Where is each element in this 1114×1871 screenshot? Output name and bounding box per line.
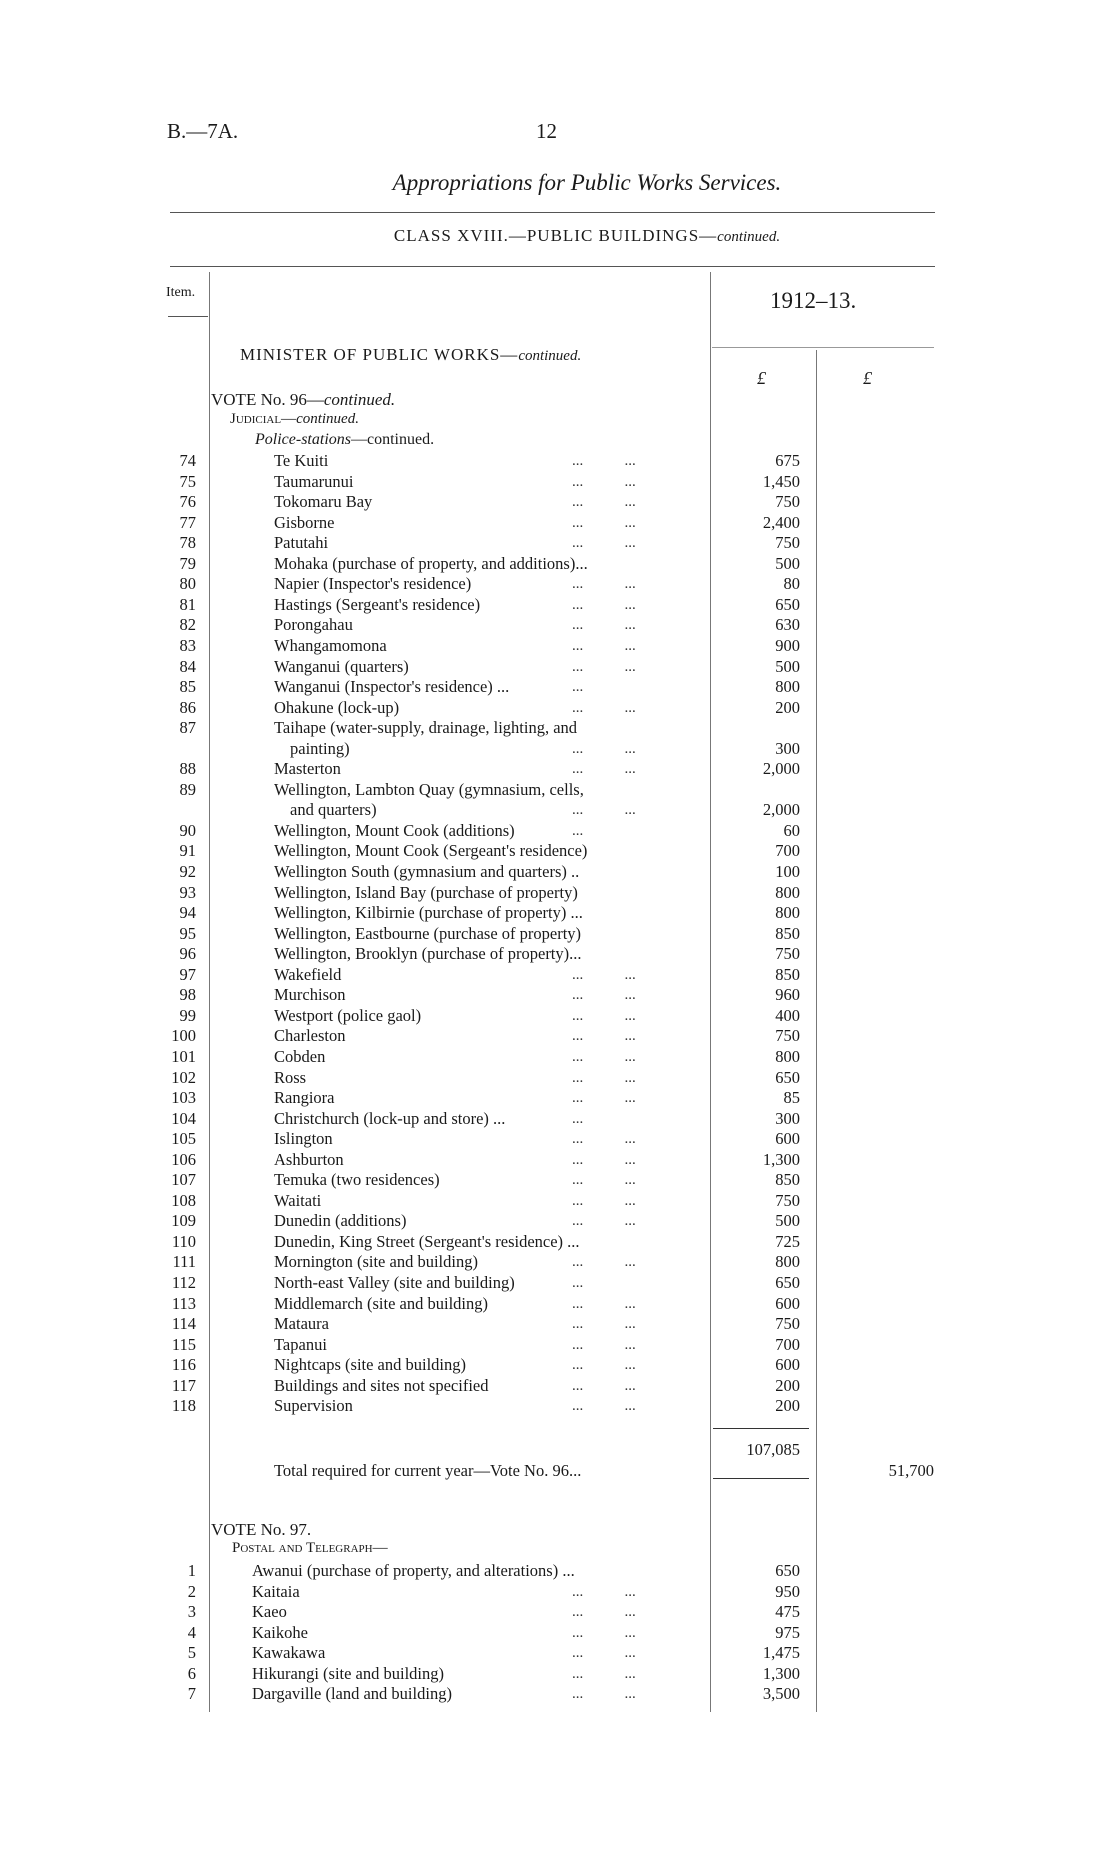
item-amount: 900 bbox=[775, 635, 800, 655]
item-number: 86 bbox=[179, 697, 196, 717]
table-row bbox=[0, 944, 1114, 965]
item-number: 83 bbox=[179, 635, 196, 655]
vote-97-heading: VOTE No. 97. bbox=[211, 1520, 312, 1539]
minister-heading-suffix: continued. bbox=[518, 348, 582, 364]
leader-dots: ... ... bbox=[572, 535, 636, 552]
item-amount: 85 bbox=[783, 1088, 800, 1108]
table-row bbox=[0, 1150, 1114, 1171]
item-number: 6 bbox=[187, 1663, 196, 1683]
leader-dots: ... ... bbox=[572, 658, 636, 675]
item-description: Ashburton bbox=[274, 1149, 344, 1169]
class-heading-text: CLASS XVIII.—PUBLIC BUILDINGS— bbox=[393, 226, 718, 245]
leader-dots: ... ... bbox=[572, 576, 636, 593]
item-amount: 300 bbox=[775, 1108, 800, 1128]
item-number: 118 bbox=[171, 1396, 196, 1416]
leader-dots: ... ... bbox=[572, 1028, 636, 1045]
item-description: Charleston bbox=[274, 1026, 346, 1046]
item-amount: 750 bbox=[775, 1314, 800, 1334]
item-amount: 850 bbox=[775, 923, 800, 943]
leader-dots: ... ... bbox=[572, 494, 636, 511]
vote-96-total-label: Total required for current year—Vote No. 96... bbox=[274, 1461, 582, 1480]
table-row bbox=[0, 1252, 1114, 1273]
item-description: North-east Valley (site and building) bbox=[274, 1273, 515, 1292]
item-description: Dunedin (additions) bbox=[274, 1211, 407, 1231]
item-amount: 800 bbox=[775, 677, 800, 697]
subsection-label: Police-stations bbox=[255, 431, 351, 448]
vote-96-heading bbox=[211, 390, 395, 410]
table-row bbox=[0, 1643, 1114, 1664]
item-number: 102 bbox=[171, 1067, 196, 1087]
item-number: 2 bbox=[187, 1581, 196, 1601]
table-row bbox=[0, 451, 1114, 472]
item-number: 105 bbox=[171, 1129, 196, 1149]
leader-dots: ... ... bbox=[572, 1213, 636, 1230]
minister-heading bbox=[240, 345, 581, 365]
item-description: Wellington, Brooklyn (purchase of property)... bbox=[274, 944, 582, 964]
item-number: 7 bbox=[187, 1684, 196, 1704]
item-number: 110 bbox=[171, 1231, 196, 1251]
item-description: Wellington, Mount Cook (additions) bbox=[274, 820, 515, 840]
leader-dots: ... ... bbox=[572, 802, 636, 819]
item-description: Ohakune (lock-up) bbox=[274, 697, 400, 717]
item-number: 116 bbox=[171, 1355, 196, 1375]
item-description: Middlemarch (site and building) bbox=[274, 1293, 488, 1313]
leader-dots: ... ... bbox=[572, 1357, 636, 1374]
item-number: 93 bbox=[179, 882, 196, 902]
item-description: Tapanui bbox=[274, 1334, 327, 1354]
table-row bbox=[0, 615, 1114, 636]
leader-dots: ... ... bbox=[572, 473, 636, 490]
leader-dots: ... ... bbox=[572, 1090, 636, 1107]
item-amount: 750 bbox=[775, 492, 800, 512]
item-amount: 850 bbox=[775, 1170, 800, 1190]
item-description: Wanganui (Inspector's residence) ... bbox=[274, 677, 510, 697]
item-number: 5 bbox=[187, 1643, 196, 1663]
leader-dots: ... ... bbox=[572, 966, 636, 983]
item-description: Wellington South (gymnasium and quarters) .. bbox=[274, 862, 580, 881]
item-description: Te Kuiti bbox=[274, 451, 329, 470]
item-number: 79 bbox=[179, 553, 196, 573]
table-row bbox=[0, 1047, 1114, 1068]
item-description: Westport (police gaol) bbox=[274, 1005, 422, 1025]
table-row bbox=[0, 1396, 1114, 1417]
item-description: Ross bbox=[274, 1067, 307, 1087]
leader-dots: ... bbox=[572, 1110, 584, 1127]
item-column-header: Item. bbox=[166, 285, 196, 300]
table-row bbox=[0, 1109, 1114, 1130]
item-amount: 600 bbox=[775, 1293, 800, 1313]
item-description: Rangiora bbox=[274, 1088, 335, 1108]
item-number: 82 bbox=[179, 615, 196, 635]
item-number: 78 bbox=[179, 533, 196, 553]
year-header-underline bbox=[712, 347, 934, 348]
item-amount: 700 bbox=[775, 841, 800, 861]
item-description: Hikurangi (site and building) bbox=[252, 1663, 445, 1683]
table-row bbox=[0, 862, 1114, 883]
leader-dots: ... ... bbox=[572, 740, 636, 757]
item-amount: 800 bbox=[775, 903, 800, 923]
item-number: 101 bbox=[171, 1046, 196, 1066]
item-number: 95 bbox=[179, 923, 196, 943]
table-row bbox=[0, 1129, 1114, 1150]
item-number: 88 bbox=[179, 759, 196, 779]
leader-dots: ... ... bbox=[572, 1316, 636, 1333]
leader-dots: ... ... bbox=[572, 1377, 636, 1394]
item-number: 111 bbox=[172, 1252, 196, 1272]
item-description: Temuka (two residences) bbox=[274, 1170, 440, 1190]
section-judicial bbox=[230, 411, 359, 428]
item-description: Buildings and sites not specified bbox=[274, 1375, 489, 1395]
table-row bbox=[0, 965, 1114, 986]
item-description: Dunedin, King Street (Sergeant's residence) ... bbox=[274, 1231, 580, 1251]
leader-dots: ... ... bbox=[572, 1583, 636, 1600]
table-row bbox=[0, 533, 1114, 554]
table-row bbox=[0, 1026, 1114, 1047]
item-amount: 200 bbox=[775, 1375, 800, 1395]
item-amount: 100 bbox=[775, 862, 800, 881]
subtotal-rule-bottom bbox=[713, 1478, 809, 1479]
leader-dots: ... bbox=[572, 822, 584, 839]
vote-96-total: 51,700 bbox=[888, 1461, 934, 1480]
item-amount: 300 bbox=[775, 738, 800, 758]
leader-dots: ... ... bbox=[572, 1686, 636, 1703]
table-row bbox=[0, 1355, 1114, 1376]
leader-dots: ... ... bbox=[572, 1624, 636, 1641]
item-number: 87 bbox=[179, 718, 196, 738]
table-row bbox=[0, 677, 1114, 698]
vote-96-subtotal: 107,085 bbox=[746, 1440, 800, 1459]
table-row bbox=[0, 1602, 1114, 1623]
document-reference: B.—7A. bbox=[167, 119, 239, 143]
item-description: Wellington, Island Bay (purchase of property) bbox=[274, 882, 578, 902]
leader-dots: ... ... bbox=[572, 1192, 636, 1209]
item-description: Wakefield bbox=[274, 964, 342, 984]
item-amount: 3,500 bbox=[762, 1684, 800, 1704]
table-row bbox=[0, 903, 1114, 924]
item-number: 4 bbox=[187, 1622, 196, 1642]
item-number: 3 bbox=[187, 1602, 196, 1622]
leader-dots: ... ... bbox=[572, 637, 636, 654]
table-row bbox=[0, 759, 1114, 780]
item-number: 100 bbox=[171, 1026, 196, 1046]
item-amount: 500 bbox=[775, 553, 800, 573]
item-description: Awanui (purchase of property, and alterations) ... bbox=[252, 1561, 575, 1580]
item-description: Kaeo bbox=[252, 1602, 287, 1622]
table-row bbox=[0, 1294, 1114, 1315]
item-description: Dargaville (land and building) bbox=[252, 1684, 452, 1704]
leader-dots: ... ... bbox=[572, 1665, 636, 1682]
table-row bbox=[0, 780, 1114, 801]
item-amount: 60 bbox=[783, 820, 800, 840]
item-description: Napier (Inspector's residence) bbox=[274, 574, 472, 594]
table-row bbox=[0, 1376, 1114, 1397]
table-row bbox=[0, 1211, 1114, 1232]
leader-dots: ... ... bbox=[572, 699, 636, 716]
minister-heading-text: MINISTER OF PUBLIC WORKS— bbox=[240, 345, 519, 364]
item-description: Patutahi bbox=[274, 533, 329, 553]
item-number: 80 bbox=[179, 574, 196, 594]
item-amount: 675 bbox=[775, 451, 800, 470]
item-description: Whangamomona bbox=[274, 635, 387, 655]
item-description: Murchison bbox=[274, 985, 346, 1005]
leader-dots: ... ... bbox=[572, 514, 636, 531]
table-row bbox=[0, 657, 1114, 678]
item-description: Mornington (site and building) bbox=[274, 1252, 478, 1272]
item-amount: 700 bbox=[775, 1334, 800, 1354]
item-number: 106 bbox=[171, 1149, 196, 1169]
leader-dots: ... ... bbox=[572, 453, 636, 469]
item-number: 74 bbox=[179, 451, 196, 470]
leader-dots: ... ... bbox=[572, 596, 636, 613]
leader-dots: ... ... bbox=[572, 1295, 636, 1312]
item-amount: 975 bbox=[775, 1622, 800, 1642]
item-amount: 630 bbox=[775, 615, 800, 635]
subsection-police-stations bbox=[255, 431, 434, 449]
item-amount: 725 bbox=[775, 1231, 800, 1251]
leader-dots: ... bbox=[572, 679, 584, 696]
item-description: painting) bbox=[290, 738, 350, 758]
table-row bbox=[0, 821, 1114, 842]
table-row bbox=[0, 1561, 1114, 1582]
item-number: 115 bbox=[171, 1334, 196, 1354]
leader-dots: ... bbox=[572, 1275, 584, 1291]
item-description: Porongahau bbox=[274, 615, 353, 635]
item-description: Islington bbox=[274, 1129, 333, 1149]
leader-dots: ... ... bbox=[572, 1069, 636, 1086]
currency-symbol-col1: £ bbox=[757, 368, 766, 388]
section-judicial-suffix: continued. bbox=[296, 411, 359, 427]
table-row bbox=[0, 472, 1114, 493]
class-heading bbox=[0, 226, 1114, 246]
item-description: Waitati bbox=[274, 1190, 322, 1210]
subsection-suffix: —continued. bbox=[350, 431, 435, 448]
table-row bbox=[0, 1170, 1114, 1191]
item-number: 81 bbox=[179, 594, 196, 614]
leader-dots: ... ... bbox=[572, 1254, 636, 1271]
leader-dots: ... ... bbox=[572, 1131, 636, 1148]
table-row bbox=[0, 1684, 1114, 1705]
table-row bbox=[0, 1582, 1114, 1603]
item-description: Wellington, Mount Cook (Sergeant's residence) bbox=[274, 841, 588, 861]
table-row bbox=[0, 1191, 1114, 1212]
item-number: 97 bbox=[179, 964, 196, 984]
table-row bbox=[0, 1335, 1114, 1356]
item-description: Wellington, Kilbirnie (purchase of property) ... bbox=[274, 903, 583, 923]
leader-dots: ... ... bbox=[572, 1645, 636, 1662]
item-description: Wellington, Lambton Quay (gymnasium, cells, bbox=[274, 779, 584, 799]
table-row bbox=[0, 1623, 1114, 1644]
item-description: Taumarunui bbox=[274, 471, 354, 491]
item-number: 94 bbox=[179, 903, 196, 923]
item-amount: 800 bbox=[775, 1252, 800, 1272]
item-description: Kaitaia bbox=[252, 1581, 300, 1601]
item-description: Masterton bbox=[274, 759, 341, 779]
item-amount: 750 bbox=[775, 944, 800, 964]
page-title: Appropriations for Public Works Services. bbox=[392, 170, 782, 195]
leader-dots: ... ... bbox=[572, 617, 636, 634]
item-amount: 850 bbox=[775, 964, 800, 984]
table-row bbox=[0, 492, 1114, 513]
item-amount: 600 bbox=[775, 1129, 800, 1149]
item-description: Mohaka (purchase of property, and additions)... bbox=[274, 553, 588, 573]
item-amount: 500 bbox=[775, 656, 800, 676]
currency-symbol-col2: £ bbox=[863, 368, 872, 388]
item-amount: 80 bbox=[783, 574, 800, 594]
table-row bbox=[0, 636, 1114, 657]
table-row bbox=[0, 1088, 1114, 1109]
class-heading-suffix: continued. bbox=[717, 229, 781, 245]
item-number: 113 bbox=[171, 1293, 196, 1313]
item-header-underline bbox=[168, 316, 208, 317]
item-number: 98 bbox=[179, 985, 196, 1005]
table-row bbox=[0, 595, 1114, 616]
item-amount: 200 bbox=[775, 1396, 800, 1416]
item-description: Gisborne bbox=[274, 512, 335, 532]
item-number: 91 bbox=[179, 841, 196, 861]
item-amount: 950 bbox=[775, 1581, 800, 1601]
item-description: and quarters) bbox=[290, 800, 377, 820]
leader-dots: ... ... bbox=[572, 761, 636, 778]
item-description: Mataura bbox=[274, 1314, 329, 1334]
rule-table-top bbox=[170, 266, 935, 267]
subtotal-rule bbox=[713, 1428, 809, 1429]
leader-dots: ... ... bbox=[572, 1151, 636, 1168]
leader-dots: ... ... bbox=[572, 1398, 636, 1415]
item-amount: 475 bbox=[775, 1602, 800, 1622]
item-amount: 1,450 bbox=[762, 471, 800, 491]
item-amount: 2,400 bbox=[762, 512, 800, 532]
item-amount: 1,475 bbox=[762, 1643, 800, 1663]
table-row bbox=[0, 1006, 1114, 1027]
item-number: 114 bbox=[171, 1314, 196, 1334]
table-row bbox=[0, 1232, 1114, 1253]
item-amount: 1,300 bbox=[762, 1149, 800, 1169]
item-description: Taihape (water-supply, drainage, lighting, and bbox=[274, 718, 578, 738]
item-number: 104 bbox=[171, 1108, 196, 1128]
item-number: 103 bbox=[171, 1088, 196, 1108]
item-number: 1 bbox=[187, 1561, 196, 1580]
leader-dots: ... ... bbox=[572, 1048, 636, 1065]
item-number: 84 bbox=[179, 656, 196, 676]
leader-dots: ... ... bbox=[572, 1336, 636, 1353]
item-amount: 200 bbox=[775, 697, 800, 717]
table-row bbox=[0, 924, 1114, 945]
table-row bbox=[0, 554, 1114, 575]
table-row bbox=[0, 718, 1114, 739]
table-row bbox=[0, 698, 1114, 719]
item-number: 108 bbox=[171, 1190, 196, 1210]
item-number: 77 bbox=[179, 512, 196, 532]
leader-dots: ... ... bbox=[572, 1604, 636, 1621]
leader-dots: ... ... bbox=[572, 1007, 636, 1024]
section-judicial-label: Judicial— bbox=[230, 411, 297, 427]
item-description: Supervision bbox=[274, 1396, 353, 1416]
table-row bbox=[0, 1314, 1114, 1335]
item-number: 112 bbox=[171, 1273, 196, 1292]
item-number: 76 bbox=[179, 492, 196, 512]
item-description: Wellington, Eastbourne (purchase of property) bbox=[274, 923, 582, 943]
item-number: 96 bbox=[179, 944, 196, 964]
item-number: 75 bbox=[179, 471, 196, 491]
leader-dots: ... ... bbox=[572, 987, 636, 1004]
item-amount: 800 bbox=[775, 1046, 800, 1066]
rule-top bbox=[170, 212, 935, 213]
item-description: Hastings (Sergeant's residence) bbox=[274, 594, 481, 614]
item-number: 109 bbox=[171, 1211, 196, 1231]
item-amount: 650 bbox=[775, 1561, 800, 1580]
item-description: Christchurch (lock-up and store) ... bbox=[274, 1108, 506, 1128]
item-amount: 750 bbox=[775, 533, 800, 553]
page-number: 12 bbox=[536, 119, 557, 143]
item-amount: 500 bbox=[775, 1211, 800, 1231]
item-description: Wanganui (quarters) bbox=[274, 656, 409, 676]
item-description: Nightcaps (site and building) bbox=[274, 1355, 467, 1375]
item-amount: 750 bbox=[775, 1190, 800, 1210]
item-amount: 800 bbox=[775, 882, 800, 902]
item-amount: 1,300 bbox=[762, 1663, 800, 1683]
item-number: 85 bbox=[179, 677, 196, 697]
item-number: 90 bbox=[179, 820, 196, 840]
table-row bbox=[0, 883, 1114, 904]
item-amount: 2,000 bbox=[762, 800, 800, 820]
item-description: Tokomaru Bay bbox=[274, 492, 373, 512]
item-description: Kawakawa bbox=[252, 1643, 326, 1663]
item-number: 107 bbox=[171, 1170, 196, 1190]
vote-96-title: VOTE No. 96— bbox=[211, 390, 324, 409]
item-number: 89 bbox=[179, 779, 196, 799]
item-amount: 400 bbox=[775, 1005, 800, 1025]
item-description: Cobden bbox=[274, 1046, 326, 1066]
leader-dots: ... ... bbox=[572, 1172, 636, 1189]
item-number: 92 bbox=[179, 862, 196, 881]
item-amount: 650 bbox=[775, 1067, 800, 1087]
table-row bbox=[0, 841, 1114, 862]
item-amount: 960 bbox=[775, 985, 800, 1005]
table-row bbox=[0, 985, 1114, 1006]
table-row bbox=[0, 1273, 1114, 1294]
item-description: Kaikohe bbox=[252, 1622, 308, 1642]
item-amount: 2,000 bbox=[762, 759, 800, 779]
table-row bbox=[0, 574, 1114, 595]
table-row-continuation bbox=[0, 800, 1114, 821]
item-amount: 650 bbox=[775, 1273, 800, 1292]
item-number: 99 bbox=[179, 1005, 196, 1025]
item-amount: 600 bbox=[775, 1355, 800, 1375]
item-amount: 650 bbox=[775, 594, 800, 614]
section-postal-telegraph: Postal and Telegraph— bbox=[232, 1540, 388, 1556]
item-amount: 750 bbox=[775, 1026, 800, 1046]
item-number: 117 bbox=[171, 1375, 196, 1395]
table-row-continuation bbox=[0, 739, 1114, 760]
table-row bbox=[0, 1068, 1114, 1089]
table-row bbox=[0, 1664, 1114, 1685]
table-row bbox=[0, 513, 1114, 534]
vote-96-title-suffix: continued. bbox=[323, 390, 396, 409]
year-column-header: 1912–13. bbox=[770, 288, 857, 313]
